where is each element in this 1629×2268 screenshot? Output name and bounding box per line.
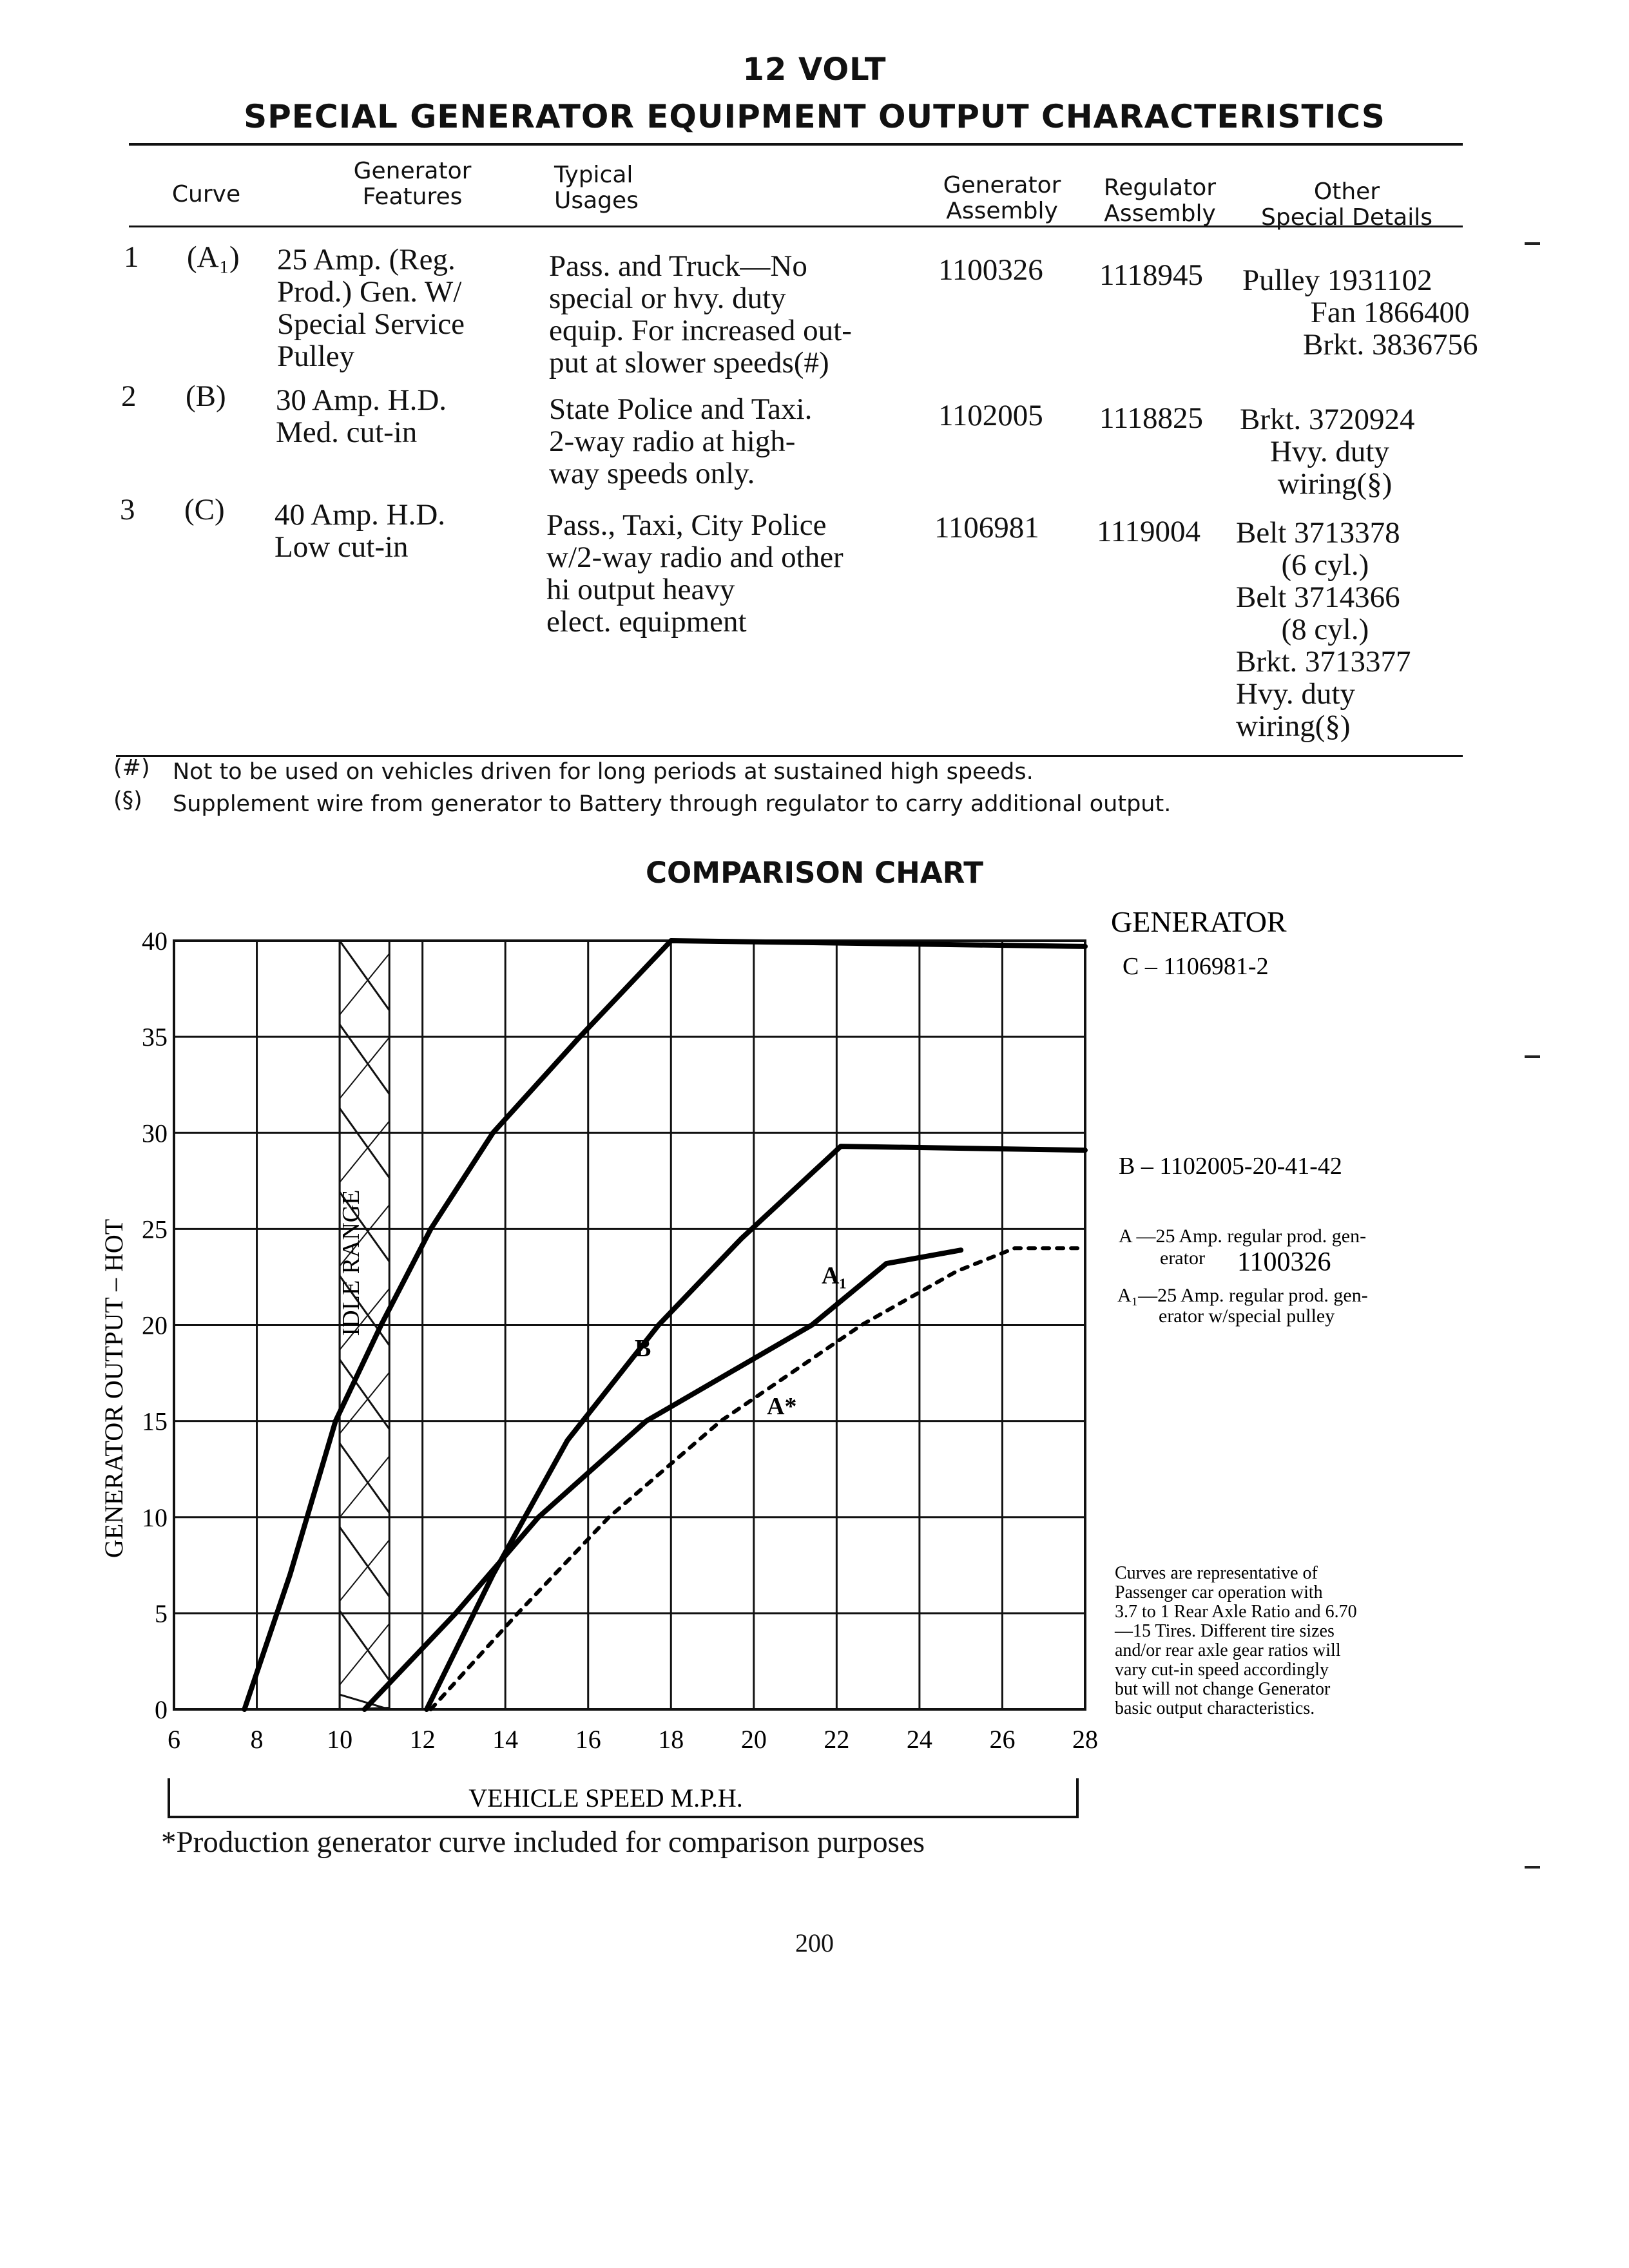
chart-tick-labels (142, 927, 1098, 1754)
header-other-details: Other Special Details (1261, 178, 1432, 231)
y-tick-label: 15 (142, 1407, 168, 1436)
legend-b: B – 1102005-20-41-42 (1119, 1153, 1342, 1180)
curve-b (427, 1146, 1085, 1709)
note-section-symbol: (§) (113, 787, 142, 813)
idle-range-hatch (340, 941, 389, 1010)
header-regulator-assembly: Regulator Assembly (1103, 175, 1217, 227)
y-tick-label: 25 (142, 1215, 168, 1244)
row-2-other: Brkt. 3720924 Hvy. duty wiring(§) (1240, 403, 1415, 501)
row-2-generator: 1102005 (938, 399, 1043, 432)
legend-a1-line1: A₁—25 Amp. regular prod. gen- (1117, 1285, 1368, 1306)
y-tick-label: 0 (155, 1695, 168, 1724)
row-3-generator: 1106981 (934, 511, 1039, 544)
x-tick-label: 10 (327, 1725, 353, 1754)
curve-label-a: A* (767, 1393, 797, 1420)
table-bottom-rule (116, 755, 1463, 757)
row-1-regulator: 1118945 (1099, 258, 1204, 292)
idle-range-hatch (340, 1456, 389, 1517)
idle-range-hatch (340, 1624, 389, 1685)
header-curve: Curve (171, 181, 241, 207)
side-note-line: basic output characteristics. (1115, 1698, 1315, 1718)
side-note (1114, 1563, 1357, 1718)
row-3-curve: (C) (184, 493, 225, 526)
production-footnote: *Production generator curve included for comparison purposes (161, 1825, 925, 1859)
page-title: SPECIAL GENERATOR EQUIPMENT OUTPUT CHARACTERISTICS (244, 98, 1385, 135)
x-axis-label: VEHICLE SPEED M.P.H. (468, 1783, 743, 1812)
row-3-other: Belt 3713378 (6 cyl.) Belt 3714366 (8 cyl.) Brkt. 3713377 Hvy. duty wiring(§) (1236, 516, 1411, 743)
row-2-curve: (B) (186, 380, 226, 413)
x-tick-label: 28 (1072, 1725, 1098, 1754)
x-tick-label: 24 (906, 1725, 932, 1754)
header-generator-features: Generator Features (353, 158, 472, 210)
y-tick-label: 35 (142, 1023, 168, 1052)
y-tick-label: 30 (142, 1119, 168, 1148)
side-note-line: 3.7 to 1 Rear Axle Ratio and 6.70 (1115, 1602, 1357, 1622)
curve-label-a1: A₁ (822, 1262, 847, 1289)
side-note-line: but will not change Generator (1115, 1679, 1331, 1699)
header-typical-usages: Typical Usages (554, 162, 639, 214)
row-3-usages: Pass., Taxi, City Police w/2-way radio and other hi output heavy elect. equipment (546, 508, 843, 639)
margin-mark (1525, 1055, 1540, 1058)
idle-range-label: IDLE RANGE (338, 1189, 365, 1336)
y-tick-label: 10 (142, 1503, 168, 1532)
side-note-line: vary cut-in speed accordingly (1115, 1660, 1329, 1680)
row-1-other: Pulley 1931102 Fan 1866400 Brkt. 3836756 (1242, 264, 1478, 361)
row-3-features: 40 Amp. H.D. Low cut-in (275, 498, 446, 564)
chart-grid (174, 941, 1085, 1709)
margin-mark (1525, 242, 1540, 245)
note-hash-symbol: (#) (113, 755, 150, 781)
legend-a-line2: erator (1160, 1247, 1205, 1269)
row-1-usages: Pass. and Truck—No special or hvy. duty equip. For increased out- put at slower speeds(#) (549, 249, 852, 380)
row-2-usages: State Police and Taxi. 2-way radio at high- way speeds only. (549, 392, 813, 490)
x-tick-label: 22 (824, 1725, 850, 1754)
y-tick-label: 5 (155, 1599, 168, 1628)
legend-c: C – 1106981-2 (1123, 953, 1269, 980)
header-generator-assembly: Generator Assembly (943, 172, 1061, 224)
idle-range-hatch (340, 1443, 389, 1513)
note-hash-text: Not to be used on vehicles driven for long periods at sustained high speeds. (173, 759, 1034, 785)
x-tick-label: 20 (740, 1725, 767, 1754)
page-title-voltage: 12 VOLT (742, 52, 887, 88)
x-tick-label: 6 (168, 1725, 180, 1754)
table-top-rule (129, 143, 1463, 146)
idle-range-hatch (340, 1527, 389, 1597)
row-3-number: 3 (120, 493, 135, 526)
idle-range-hatch (340, 1121, 389, 1182)
x-tick-label: 12 (409, 1725, 436, 1754)
curve-label-b: B (635, 1335, 651, 1362)
row-1-features: 25 Amp. (Reg. Prod.) Gen. W/ Special Service Pulley (277, 243, 465, 373)
y-tick-label: 20 (142, 1311, 168, 1340)
legend-title: GENERATOR (1111, 905, 1287, 938)
note-section-text: Supplement wire from generator to Battery through regulator to carry additional output. (173, 791, 1171, 817)
row-1-generator: 1100326 (938, 253, 1043, 287)
x-tick-label: 8 (250, 1725, 264, 1754)
x-tick-label: 26 (989, 1725, 1016, 1754)
margin-mark (1525, 1866, 1540, 1869)
idle-range-hatch (340, 1372, 389, 1434)
x-tick-label: 14 (492, 1725, 519, 1754)
comparison-chart (0, 889, 1629, 1856)
legend-a-number: 1100326 (1237, 1247, 1331, 1277)
row-2-features: 30 Amp. H.D. Med. cut-in (276, 383, 447, 449)
idle-range-hatch (340, 954, 389, 1015)
row-1-number: 1 (124, 240, 139, 274)
x-tick-label: 18 (658, 1725, 684, 1754)
idle-range-hatch (340, 1037, 389, 1099)
row-1-curve: (A₁) (187, 240, 240, 274)
legend-a1-line2: erator w/special pulley (1159, 1305, 1335, 1327)
idle-range-hatch (340, 1024, 389, 1094)
idle-range-hatch (340, 1108, 389, 1178)
side-note-line: Curves are representative of (1115, 1563, 1318, 1583)
curve-a-production (431, 1248, 1086, 1709)
idle-range-hatch (340, 1540, 389, 1601)
row-2-regulator: 1118825 (1099, 401, 1204, 435)
y-tick-label: 40 (142, 927, 168, 956)
y-axis-label: GENERATOR OUTPUT – HOT (99, 1218, 128, 1559)
chart-title: COMPARISON CHART (646, 856, 983, 890)
side-note-line: Passenger car operation with (1115, 1582, 1323, 1602)
side-note-line: —15 Tires. Different tire sizes (1115, 1621, 1335, 1641)
row-3-regulator: 1119004 (1097, 515, 1201, 548)
idle-range-hatch (340, 1611, 389, 1680)
side-note-line: and/or rear axle gear ratios will (1115, 1640, 1341, 1660)
row-2-number: 2 (121, 380, 137, 413)
x-tick-label: 16 (575, 1725, 601, 1754)
page-number: 200 (795, 1928, 834, 1957)
legend-a-line1: A —25 Amp. regular prod. gen- (1119, 1225, 1367, 1247)
